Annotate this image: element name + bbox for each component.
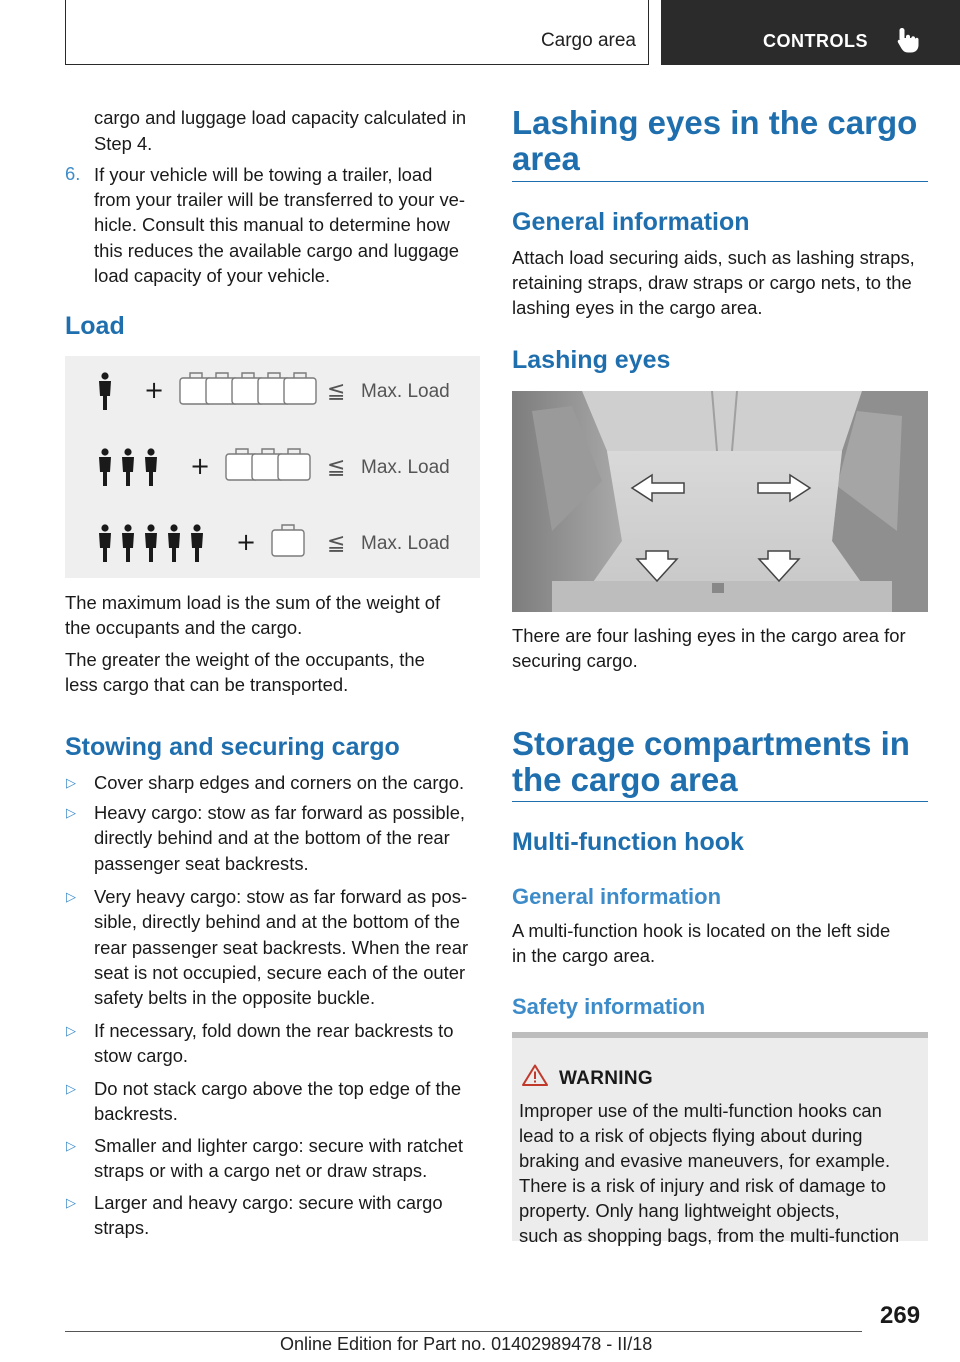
less-or-equal-sign: ≦ <box>327 379 346 404</box>
suitcase-figure <box>272 525 304 556</box>
step-6-line-4: this reduces the available cargo and luggage <box>94 240 460 261</box>
page-number: 269 <box>880 1302 921 1329</box>
lashing-caption-line-2: securing cargo. <box>512 650 638 671</box>
bullet-3-line-2: sible, directly behind and at the bottom of the <box>94 911 460 933</box>
bullet-marker: ▷ <box>66 775 76 790</box>
load-diagram <box>65 356 480 578</box>
warning-triangle-icon <box>522 1064 548 1086</box>
step-6-line-5: load capacity of your vehicle. <box>94 265 331 286</box>
bullet-6-line-2: straps or with a cargo net or draw straps. <box>94 1160 428 1182</box>
header-section-title: Cargo area <box>540 30 636 51</box>
plus-sign: + <box>236 528 257 556</box>
cargo-area-photo <box>512 391 928 612</box>
hook-general-line-1: A multi-function hook is located on the left side <box>512 920 891 941</box>
step-number-6: 6. <box>65 163 81 184</box>
bullet-marker: ▷ <box>66 1081 76 1096</box>
stowing-heading: Stowing and securing cargo <box>65 733 400 761</box>
bullet-3-line-4: seat is not occupied, secure each of the outer <box>94 961 466 983</box>
pointing-hand-icon <box>895 26 921 54</box>
plus-sign: + <box>144 376 165 404</box>
lashing-caption-line-1: There are four lashing eyes in the cargo area for <box>512 625 906 646</box>
load-paragraph-2-line-2: less cargo that can be transported. <box>65 674 349 695</box>
person-figure <box>99 524 111 562</box>
bullet-marker: ▷ <box>66 1195 76 1210</box>
safety-information-heading: Safety information <box>512 994 706 1019</box>
warning-title: WARNING <box>559 1068 653 1089</box>
warning-line-5: property. Only hang lightweight objects, <box>519 1200 840 1221</box>
bullet-4-line-1: If necessary, fold down the rear backrests to <box>94 1020 454 1041</box>
general-information-line-1: Attach load securing aids, such as lashing straps, <box>512 247 915 268</box>
storage-title-rule <box>512 801 928 802</box>
hook-general-information-heading: General information <box>512 884 722 909</box>
header-chapter-box <box>661 0 960 65</box>
multi-function-hook-heading: Multi-function hook <box>512 828 744 856</box>
footer-rule <box>65 1331 862 1332</box>
max-load-label: Max. Load <box>361 381 450 402</box>
less-or-equal-sign: ≦ <box>327 531 346 556</box>
load-paragraph-1-line-2: the occupants and the cargo. <box>65 617 303 638</box>
bullet-7-line-2: straps. <box>94 1217 150 1239</box>
step-6-line-3: hicle. Consult this manual to determine how <box>94 214 450 235</box>
plus-sign: + <box>190 452 211 480</box>
hook-general-line-2: in the cargo area. <box>512 945 656 966</box>
bullet-6-line-1: Smaller and lighter cargo: secure with ratchet <box>94 1135 464 1156</box>
person-figure <box>145 448 157 486</box>
bullet-2-line-1: Heavy cargo: stow as far forward as possible, <box>94 802 466 823</box>
load-paragraph-2-line-1: The greater the weight of the occupants, the <box>65 649 425 670</box>
continued-text-line-2: Step 4. <box>94 133 153 154</box>
warning-line-3: braking and evasive maneuvers, for example. <box>519 1150 891 1171</box>
bullet-7-line-1: Larger and heavy cargo: secure with cargo <box>94 1192 443 1213</box>
load-paragraph-1-line-1: The maximum load is the sum of the weight of <box>65 592 441 613</box>
bullet-5-line-2: backrests. <box>94 1103 178 1125</box>
bullet-marker: ▷ <box>66 889 76 904</box>
bullet-3-line-3: rear passenger seat backrests. When the rear <box>94 936 469 958</box>
warning-line-4: There is a risk of injury and risk of damage to <box>519 1175 886 1196</box>
warning-box <box>512 1032 928 1246</box>
bullet-2-line-3: passenger seat backrests. <box>94 852 309 874</box>
bullet-marker: ▷ <box>66 805 76 820</box>
warning-line-1: Improper use of the multi-function hooks can <box>519 1100 882 1121</box>
step-6-line-1: If your vehicle will be towing a trailer, load <box>94 164 433 185</box>
bullet-4-line-2: stow cargo. <box>94 1045 189 1067</box>
lashing-eyes-title-line-2: area <box>512 140 580 177</box>
less-or-equal-sign: ≦ <box>327 455 346 480</box>
bullet-3-line-5: safety belts in the opposite buckle. <box>94 987 376 1009</box>
person-figure <box>145 524 157 562</box>
general-information-line-2: retaining straps, draw straps or cargo nets, to the <box>512 272 912 293</box>
person-figure <box>168 524 180 562</box>
person-figure <box>122 524 134 562</box>
person-figure <box>122 448 134 486</box>
footer-edition: Online Edition for Part no. 01402989478 - II/18 <box>280 1334 653 1354</box>
general-information-line-3: lashing eyes in the cargo area. <box>512 297 763 318</box>
person-figure <box>191 524 203 562</box>
warning-line-2: lead to a risk of objects flying about during <box>519 1125 863 1146</box>
suitcase-figure <box>284 373 316 404</box>
warning-line-6: such as shopping bags, from the multi-function <box>519 1225 900 1246</box>
max-load-label: Max. Load <box>361 533 450 554</box>
person-figure <box>99 448 111 486</box>
max-load-label: Max. Load <box>361 457 450 478</box>
title-rule <box>512 181 928 182</box>
bullet-5-line-1: Do not stack cargo above the top edge of the <box>94 1078 462 1099</box>
person-figure <box>99 372 111 410</box>
header-chapter-title: CONTROLS <box>763 31 868 51</box>
header-section-box <box>65 0 649 65</box>
step-6-line-2: from your trailer will be transferred to your ve- <box>94 189 466 210</box>
bullet-2-line-2: directly behind and at the bottom of the rear <box>94 827 450 849</box>
continued-text-line-1: cargo and luggage load capacity calculated in <box>94 107 467 128</box>
lashing-eyes-title-line-1: Lashing eyes in the cargo <box>512 104 918 141</box>
bullet-3-line-1: Very heavy cargo: stow as far forward as pos- <box>94 886 468 907</box>
storage-title-line-1: Storage compartments in <box>512 725 910 762</box>
general-information-heading: General information <box>512 208 750 236</box>
bullet-1-line-1: Cover sharp edges and corners on the cargo. <box>94 772 465 793</box>
lashing-eyes-heading: Lashing eyes <box>512 346 671 374</box>
suitcase-figure <box>278 449 310 480</box>
bullet-marker: ▷ <box>66 1023 76 1038</box>
storage-title-line-2: the cargo area <box>512 761 738 798</box>
bullet-marker: ▷ <box>66 1138 76 1153</box>
load-heading: Load <box>65 312 125 340</box>
